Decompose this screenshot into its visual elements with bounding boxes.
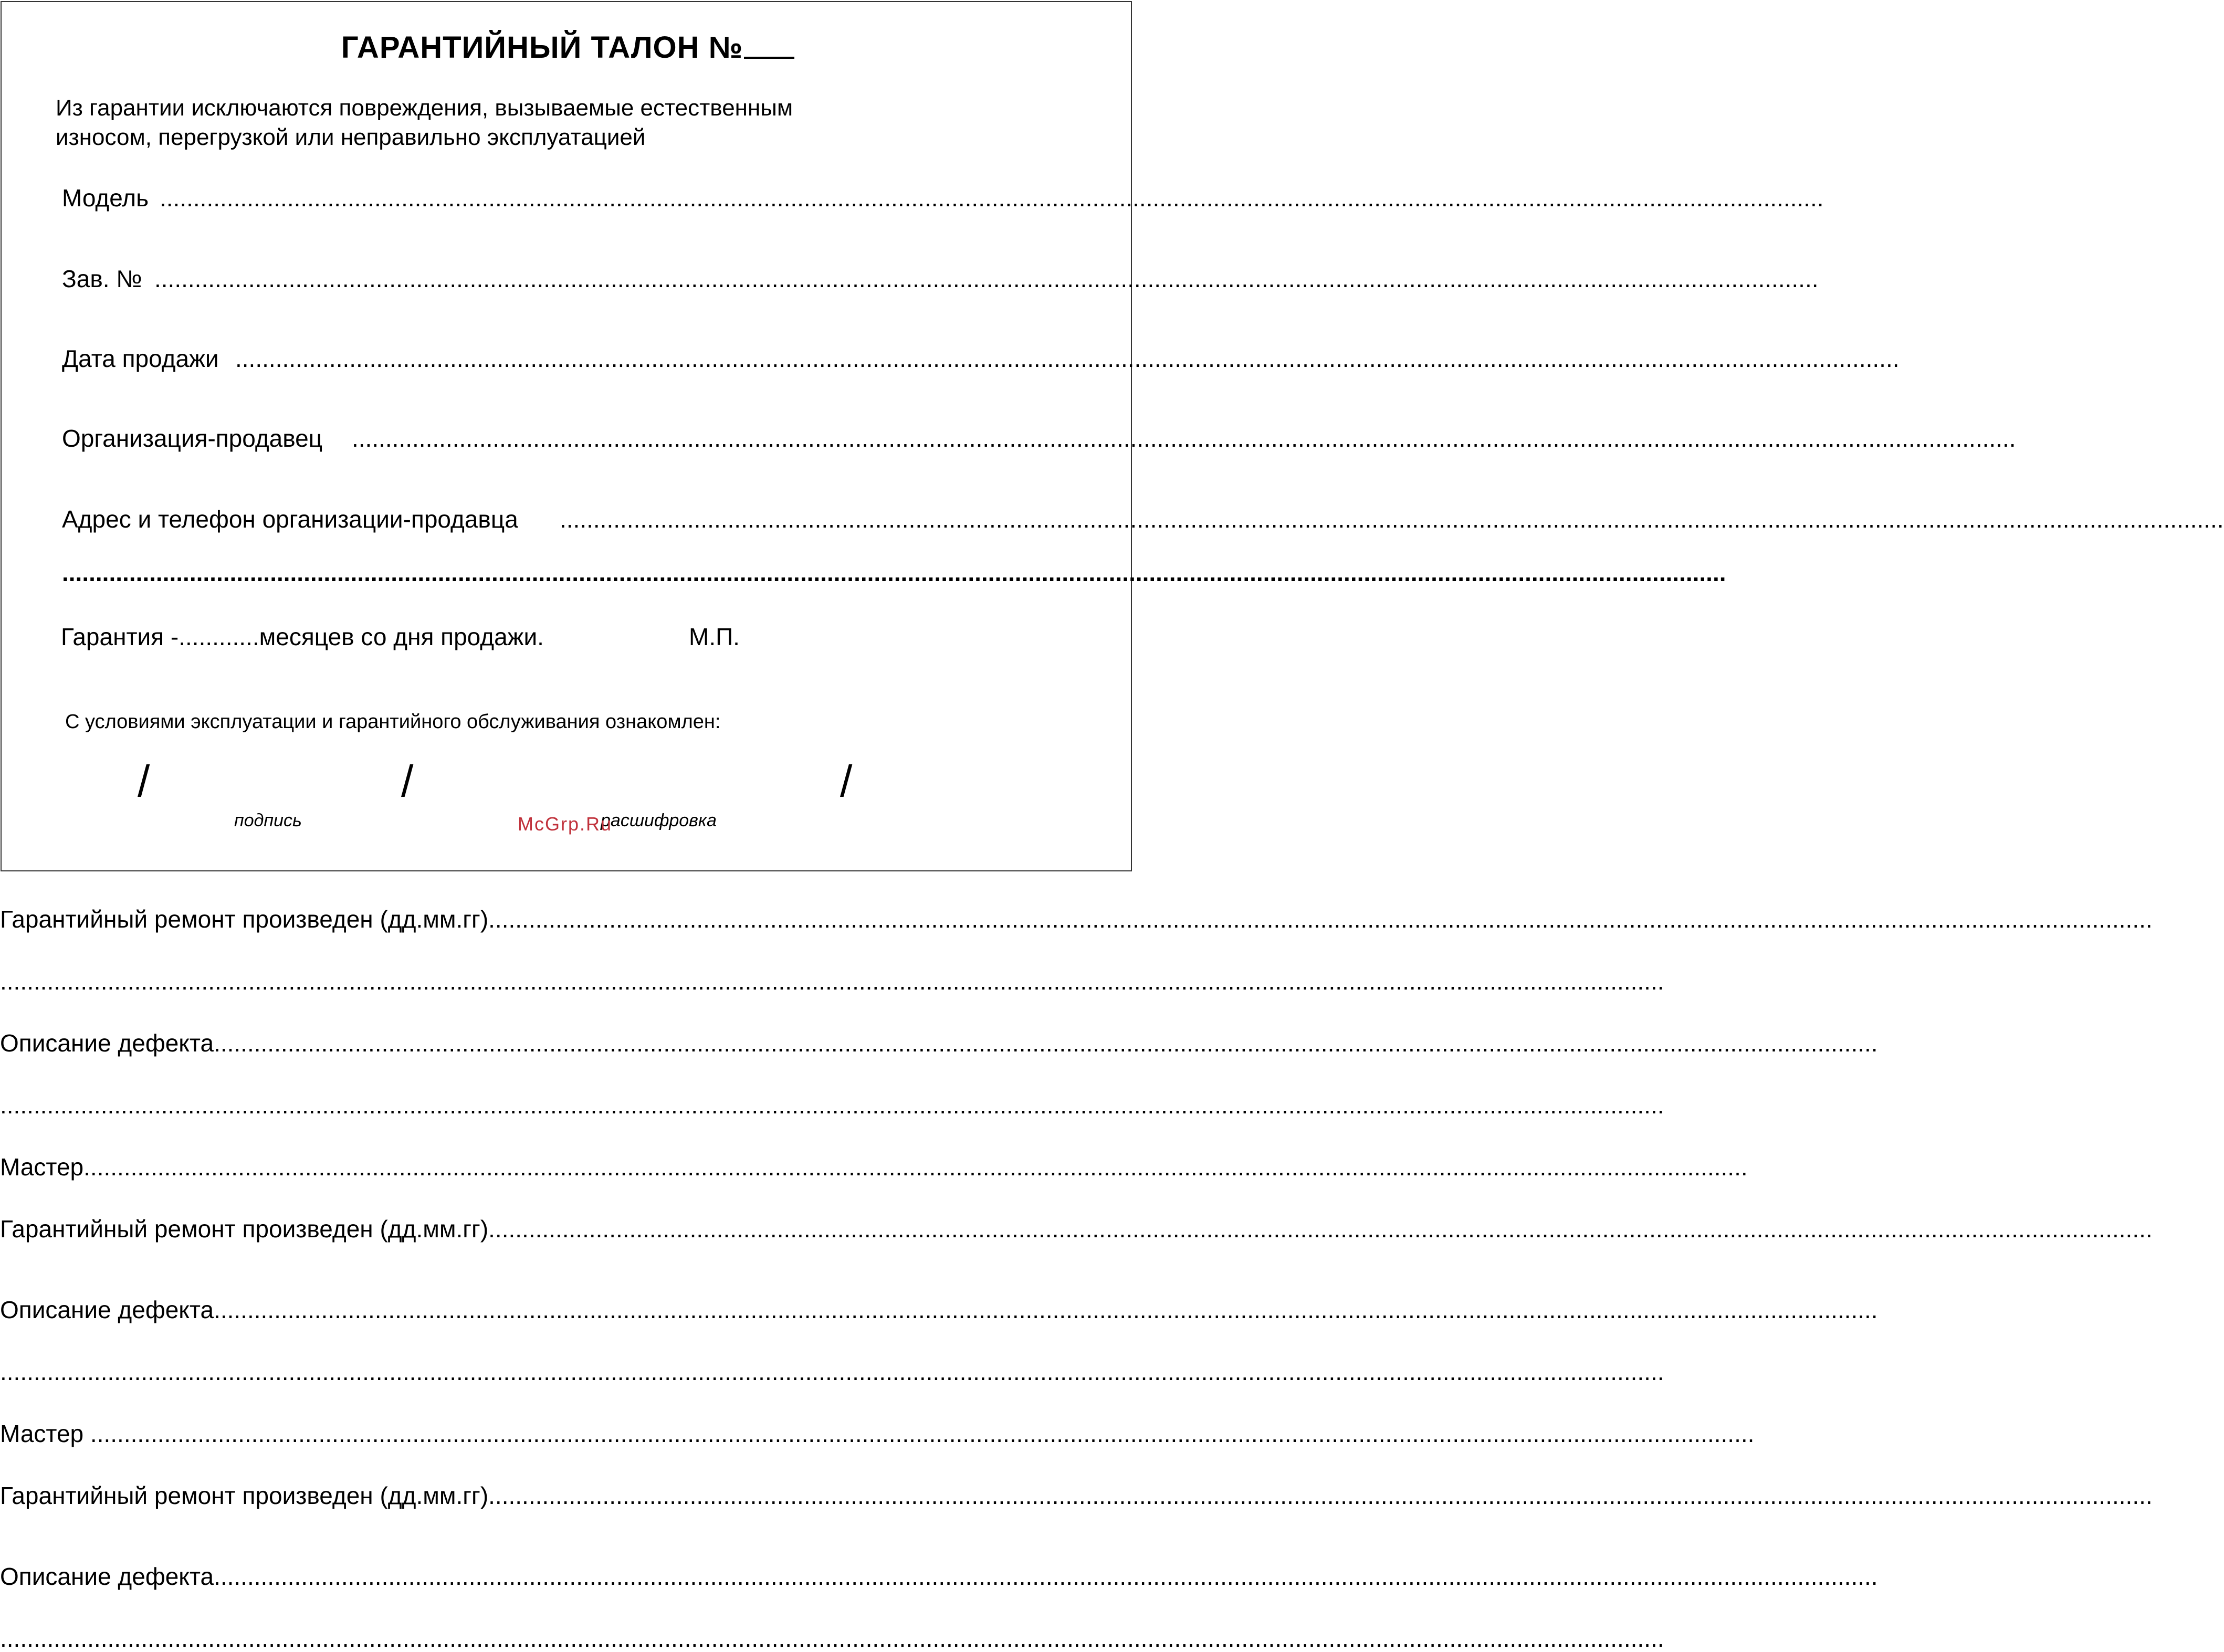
acknowledgement-text: С условиями эксплуатации и гарантийного обслуживания ознакомлен: [65, 711, 721, 733]
defect-extra-fill[interactable]: ........................................................................................................................................................................................................................................................ [0, 1091, 1664, 1119]
repair-date-row-1[interactable] [0, 906, 2153, 933]
master-label: Мастер [0, 1420, 90, 1447]
card-title [0, 31, 1136, 63]
repair-date-row-2[interactable] [0, 1215, 2153, 1243]
signature-slash-1: / [138, 756, 150, 806]
serial-label: Зав. № [62, 265, 142, 292]
defect-extra-line-2[interactable] [0, 1358, 1664, 1385]
repair-date-fill[interactable]: ........................................................................................................................................................................................................................................................ [488, 1482, 2153, 1509]
seller-org-label: Организация-продавец [62, 425, 323, 452]
repair-date-label: Гарантийный ремонт произведен (дд.мм.гг) [0, 906, 489, 933]
master-fill[interactable]: ........................................................................................................................................................................................................................................................ [90, 1420, 1755, 1447]
defect-extra-fill[interactable]: ........................................................................................................................................................................................................................................................ [0, 1625, 1664, 1652]
defect-extra-line-1[interactable] [0, 1091, 1664, 1119]
defect-fill[interactable]: ........................................................................................................................................................................................................................................................ [214, 1296, 1878, 1323]
stamp-placeholder: М.П. [689, 623, 740, 650]
decryption-caption: расшифровка [601, 811, 717, 830]
sale-date-fill-line[interactable]: ........................................................................................................................................................................................................................................................ [235, 345, 1900, 372]
defect-row-2[interactable] [0, 1296, 1878, 1323]
warranty-suffix: месяцев со дня продажи. [259, 623, 544, 650]
repair-date-fill[interactable]: ........................................................................................................................................................................................................................................................ [488, 906, 2153, 933]
defect-extra-line-3[interactable] [0, 1625, 1664, 1652]
defect-row-3[interactable] [0, 1563, 1878, 1590]
sale-date-label: Дата продажи [62, 345, 219, 372]
master-row-2[interactable] [0, 1420, 1755, 1447]
master-row-1[interactable] [0, 1153, 1748, 1181]
defect-row-1[interactable] [0, 1029, 1878, 1057]
watermark: McGrp.Ru [518, 813, 613, 835]
title-text: ГАРАНТИЙНЫЙ ТАЛОН № [341, 30, 743, 65]
defect-label: Описание дефекта [0, 1563, 214, 1590]
defect-fill[interactable]: ........................................................................................................................................................................................................................................................ [214, 1029, 1878, 1057]
intro-text [56, 93, 1053, 152]
repair-date-label: Гарантийный ремонт произведен (дд.мм.гг) [0, 1215, 489, 1243]
repair-date-row-3[interactable] [0, 1482, 2153, 1509]
repair-date-fill[interactable]: ........................................................................................................................................................................................................................................................ [488, 1215, 2153, 1243]
seller-address-label: Адрес и телефон организации-продавца [62, 506, 518, 533]
defect-label: Описание дефекта [0, 1296, 214, 1323]
seller-org-fill-line[interactable]: ........................................................................................................................................................................................................................................................ [352, 425, 2016, 452]
seller-address-fill-line[interactable]: ........................................................................................................................................................................................................................................................ [560, 506, 2224, 533]
signature-slash-2: / [401, 756, 414, 806]
master-fill[interactable]: ........................................................................................................................................................................................................................................................ [83, 1153, 1748, 1181]
signature-caption: подпись [234, 811, 302, 830]
master-label: Мастер [0, 1153, 84, 1181]
number-blank [744, 31, 794, 59]
seller-address-fill-line-2[interactable]: ........................................................................................................................................................................................................................................................ [62, 559, 1726, 586]
signature-slash-3: / [840, 756, 853, 806]
intro-line-1: Из гарантии исключаются повреждения, вызываемые естественным [56, 95, 793, 121]
model-label: Модель [62, 184, 149, 212]
repair-extra-fill[interactable]: ........................................................................................................................................................................................................................................................ [0, 967, 1664, 995]
warranty-months-fill[interactable]: ............ [179, 623, 259, 650]
intro-line-2: износом, перегрузкой или неправильно эксплуатацией [56, 124, 646, 150]
warranty-prefix: Гарантия - [61, 623, 179, 650]
repair-extra-line-1[interactable] [0, 967, 1664, 995]
warranty-period-row [61, 625, 544, 649]
serial-fill-line[interactable]: ........................................................................................................................................................................................................................................................ [154, 265, 1819, 292]
repair-date-label: Гарантийный ремонт произведен (дд.мм.гг) [0, 1482, 489, 1509]
defect-extra-fill[interactable]: ........................................................................................................................................................................................................................................................ [0, 1358, 1664, 1385]
model-fill-line[interactable]: ........................................................................................................................................................................................................................................................ [160, 184, 1824, 212]
defect-label: Описание дефекта [0, 1029, 214, 1057]
defect-fill[interactable]: ........................................................................................................................................................................................................................................................ [214, 1563, 1878, 1590]
